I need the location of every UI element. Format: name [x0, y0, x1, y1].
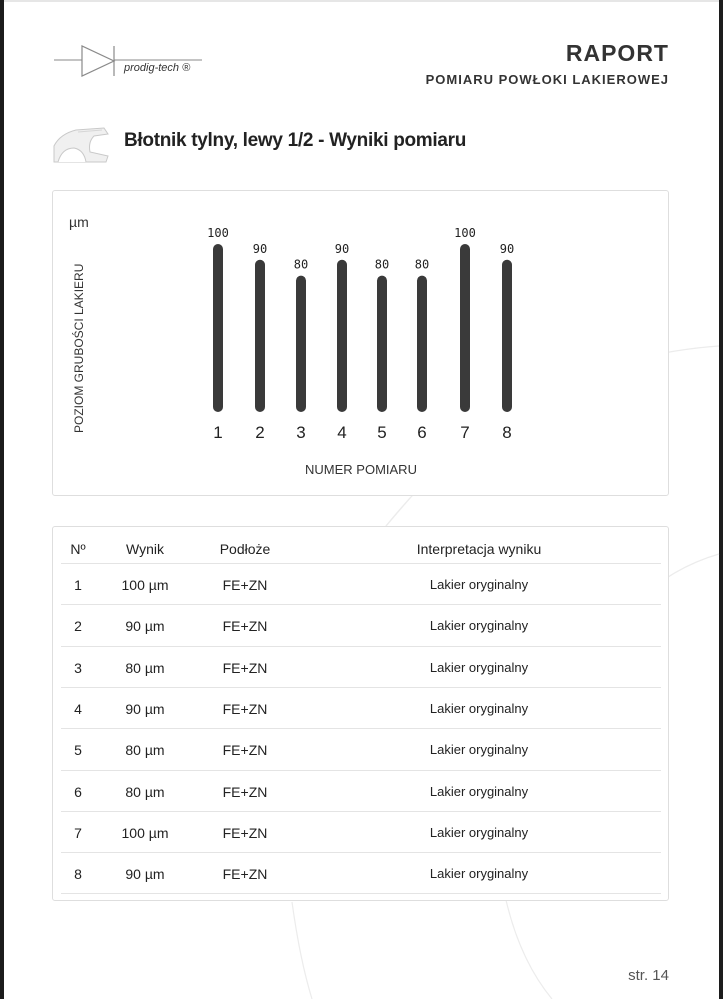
chart-value-label: 80 — [374, 257, 390, 272]
chart-value-label: 100 — [454, 226, 476, 240]
table-row — [61, 728, 661, 770]
cell-result: 100 µm — [121, 824, 169, 841]
cell-no: 8 — [74, 866, 82, 883]
cell-substrate: FE+ZN — [222, 618, 268, 635]
cell-result: 80 µm — [125, 659, 165, 676]
cell-substrate: FE+ZN — [222, 824, 268, 841]
chart-x-axis-label: NUMER POMIARU — [305, 462, 417, 477]
cell-substrate: FE+ZN — [222, 866, 268, 883]
chart-x-tick-label: 3 — [296, 423, 306, 442]
cell-result: 80 µm — [125, 742, 165, 759]
cell-no: 5 — [74, 742, 82, 759]
table-row — [61, 852, 661, 894]
cell-no: 3 — [74, 659, 82, 676]
cell-no: 6 — [74, 783, 82, 800]
page-left-border — [0, 0, 4, 999]
chart-value-label: 80 — [414, 257, 430, 272]
cell-interpretation: Lakier oryginalny — [429, 700, 529, 716]
cell-substrate: FE+ZN — [222, 783, 268, 800]
cell-result: 90 µm — [125, 618, 165, 635]
cell-interpretation: Lakier oryginalny — [429, 577, 529, 592]
cell-substrate: FE+ZN — [222, 742, 268, 759]
cell-result: 90 µm — [125, 700, 165, 717]
table-row — [61, 770, 661, 812]
chart-unit-label: µm — [69, 214, 89, 230]
chart-x-tick-label: 4 — [337, 423, 347, 442]
cell-substrate: FE+ZN — [222, 659, 268, 676]
header-result: Wynik — [126, 541, 164, 557]
logo-text: prodig-tech ® — [124, 62, 191, 74]
table-row — [61, 687, 661, 729]
table-row — [61, 563, 661, 605]
chart-value-label: 90 — [252, 241, 268, 256]
chart-x-tick-label: 2 — [255, 423, 265, 442]
chart-value-label: 80 — [293, 257, 309, 272]
chart-value-label: 100 — [207, 226, 229, 240]
car-rear-fender-icon — [50, 122, 112, 166]
chart-x-tick-label: 5 — [377, 423, 387, 442]
table-row — [61, 811, 661, 853]
cell-interpretation: Lakier oryginalny — [429, 659, 529, 675]
chart-x-tick-label: 8 — [502, 423, 512, 442]
chart-x-tick-label: 7 — [460, 423, 470, 442]
page-top-border — [0, 0, 723, 2]
cell-interpretation: Lakier oryginalny — [429, 783, 529, 799]
report-title: RAPORT — [565, 40, 669, 66]
results-table — [52, 526, 669, 901]
cell-no: 7 — [74, 824, 82, 841]
cell-interpretation: Lakier oryginalny — [429, 618, 529, 634]
page-number: str. 14 — [628, 967, 669, 984]
cell-no: 1 — [74, 577, 82, 593]
header-interpretation: Interpretacja wyniku — [416, 541, 542, 557]
cell-no: 4 — [74, 700, 82, 717]
cell-result: 80 µm — [125, 783, 165, 800]
cell-interpretation: Lakier oryginalny — [429, 742, 529, 758]
cell-interpretation: Lakier oryginalny — [429, 824, 529, 840]
section-title: Błotnik tylny, lewy 1/2 - Wyniki pomiaru — [124, 130, 467, 151]
table-row — [61, 604, 661, 646]
report-subtitle: POMIARU POWŁOKI LAKIEROWEJ — [425, 72, 669, 87]
table-bottom-line — [61, 893, 661, 894]
cell-result: 100 µm — [121, 577, 169, 593]
cell-interpretation: Lakier oryginalny — [429, 866, 529, 882]
chart-panel — [52, 190, 669, 496]
cell-substrate: FE+ZN — [222, 577, 268, 593]
table-row — [61, 646, 661, 688]
chart-y-axis-label: POZIOM GRUBOŚCI LAKIERU — [72, 263, 86, 433]
header-substrate: Podłoże — [219, 541, 271, 557]
header-no: Nº — [70, 541, 86, 557]
cell-substrate: FE+ZN — [222, 700, 268, 717]
chart-x-tick-label: 6 — [417, 423, 427, 442]
chart-value-label: 90 — [499, 241, 515, 256]
page-right-border — [719, 0, 723, 999]
chart-x-tick-label: 1 — [213, 423, 223, 442]
cell-no: 2 — [74, 618, 82, 635]
cell-result: 90 µm — [125, 866, 165, 883]
table-header — [53, 527, 668, 563]
bar-chart — [53, 191, 670, 497]
chart-value-label: 90 — [334, 241, 350, 256]
